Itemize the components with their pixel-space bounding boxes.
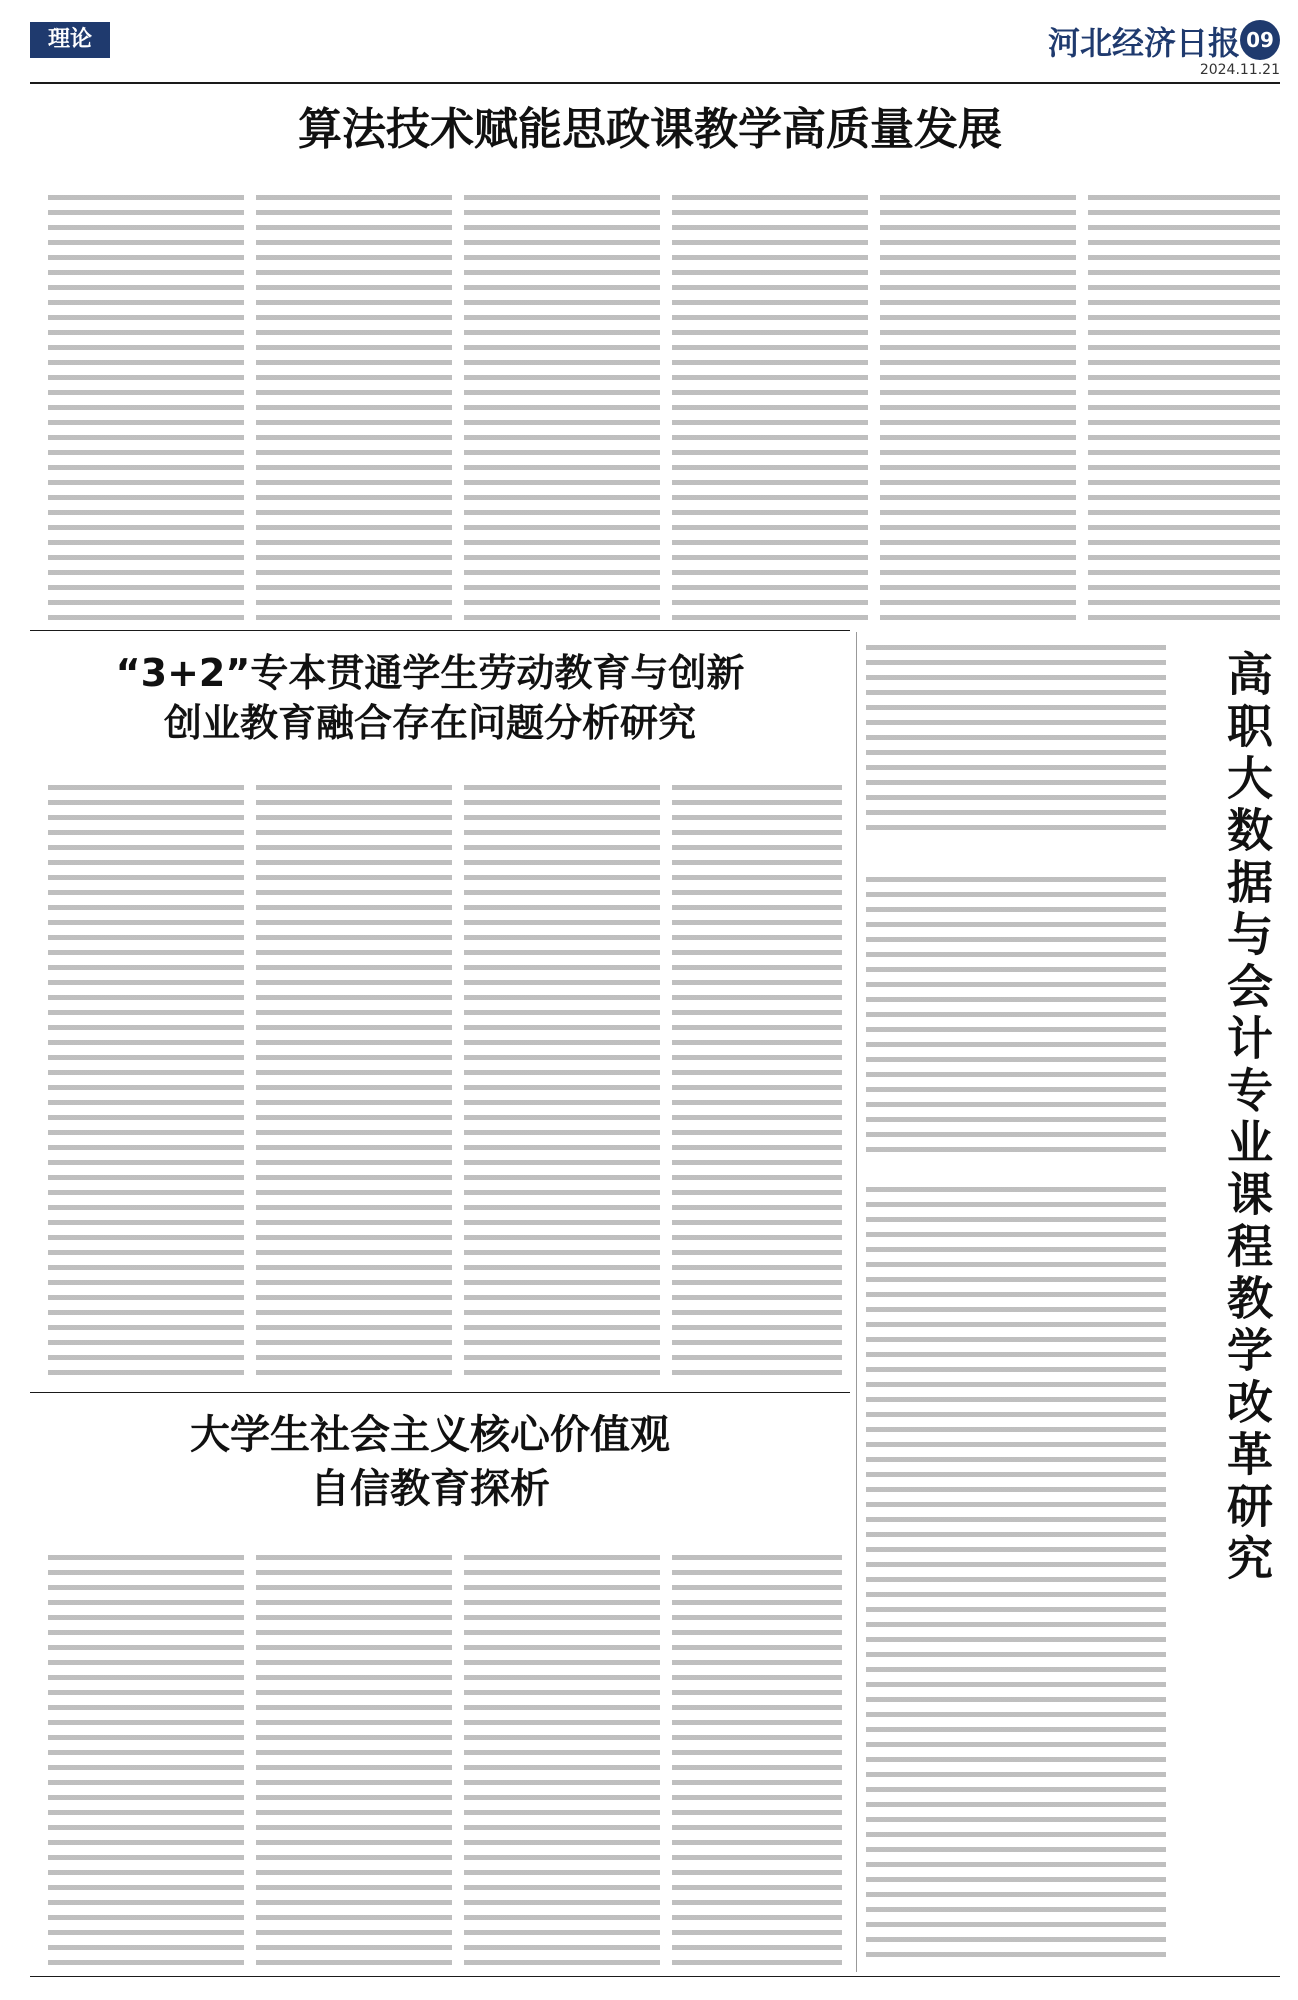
editor-email	[960, 1980, 1280, 1998]
text-column	[880, 190, 1076, 622]
article1-headline: 算法技术赋能思政课教学高质量发展	[298, 104, 1002, 155]
article3-headline-line2: 自信教育探析	[310, 1466, 550, 1512]
text-column	[866, 1182, 1166, 1962]
section-tag: 理论	[30, 22, 110, 58]
article2-byline	[280, 752, 580, 770]
text-column	[464, 190, 660, 622]
text-column	[672, 190, 868, 622]
text-column	[866, 872, 1166, 1152]
footer-rule	[30, 1976, 1280, 1977]
article1-rule	[30, 630, 850, 631]
text-column	[48, 1550, 244, 1970]
header-rule	[30, 82, 1280, 84]
text-column	[464, 780, 660, 1380]
text-column	[48, 190, 244, 622]
text-column	[464, 1550, 660, 1970]
article3-col3	[464, 1550, 660, 1970]
article1-byline	[560, 164, 740, 182]
article4-intro	[866, 640, 1166, 840]
article4-subhead-2	[866, 1166, 1166, 1182]
article3-byline	[380, 1522, 500, 1540]
article1-col6	[1088, 190, 1280, 622]
article4-col-body1	[866, 872, 1166, 1152]
article4-byline	[1176, 1060, 1196, 1140]
masthead-logo: 河北经济日报	[1047, 24, 1240, 62]
article3-headline-line1: 大学生社会主义核心价值观	[190, 1412, 670, 1458]
article1-col5	[880, 190, 1076, 622]
article4-headline: 高职大数据与会计专业课程教学改革研究	[1220, 650, 1274, 1586]
article1-col2	[256, 190, 452, 622]
article3-col2	[256, 1550, 452, 1970]
text-column	[256, 1550, 452, 1970]
column-divider	[856, 632, 857, 1972]
issue-date: 2024.11.21	[1199, 62, 1280, 78]
text-column	[1088, 190, 1280, 622]
article1-col4	[672, 190, 868, 622]
article4-subhead-1	[866, 856, 1166, 872]
article2-rule	[30, 1392, 850, 1393]
article2-col3	[464, 780, 660, 1380]
article2-col2	[256, 780, 452, 1380]
article3-col1	[48, 1550, 244, 1970]
article2-col1	[48, 780, 244, 1380]
text-column	[256, 190, 452, 622]
text-column	[256, 780, 452, 1380]
page-number: 09	[1240, 20, 1280, 60]
article4-col-body2	[866, 1182, 1166, 1962]
text-column	[672, 780, 842, 1380]
article2-headline-line1: “3+2”专本贯通学生劳动教育与创新	[115, 651, 745, 695]
article1-col1	[48, 190, 244, 622]
text-column	[48, 780, 244, 1380]
text-column	[866, 640, 1166, 840]
text-column	[672, 1550, 842, 1970]
article1-col3	[464, 190, 660, 622]
article2-headline-line2: 创业教育融合存在问题分析研究	[163, 701, 696, 745]
article3-col4	[672, 1550, 842, 1970]
article2-col4	[672, 780, 842, 1380]
